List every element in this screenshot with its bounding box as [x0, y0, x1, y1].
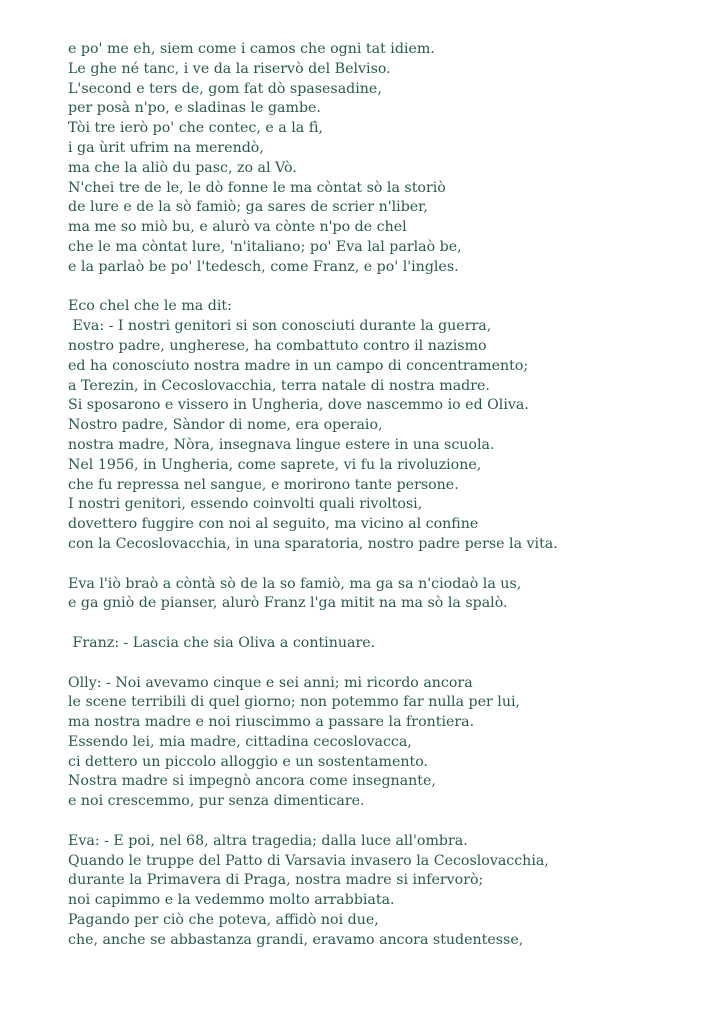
text-line: Le ghe né tanc, i ve da la riservò del Belviso. — [68, 60, 391, 77]
text-line: Nel 1956, in Ungheria, come saprete, vi fu la rivoluzione, — [68, 456, 482, 473]
text-line: e ga gniò de pianser, alurò Franz l'ga mitit na ma sò la spalò. — [68, 595, 508, 612]
text-line: Franz: - Lascia che sia Oliva a continuare. — [68, 634, 376, 651]
text-line: con la Cecoslovacchia, in una sparatoria, nostro padre perse la vita. — [68, 535, 558, 552]
text-line: e la parlaò be po' l'tedesch, come Franz, e po' l'ingles. — [68, 258, 459, 275]
text-line: Pagando per ciò che poteva, affidò noi due, — [68, 912, 379, 929]
stanza-intro — [68, 40, 708, 278]
text-line: e po' me eh, siem come i camos che ogni tat idiem. — [68, 41, 435, 57]
text-line: I nostri genitori, essendo coinvolti quali rivoltosi, — [68, 496, 423, 513]
stanza-eva-1968 — [68, 832, 708, 951]
stanza-narration — [68, 575, 708, 615]
stanza-eva-story — [68, 297, 708, 554]
text-line: Eco chel che le ma dit: — [68, 298, 232, 315]
text-line: Eva l'iò braò a còntà sò de la so famiò, ma ga sa n'ciodaò la us, — [68, 575, 522, 592]
text-line: Olly: - Noi avevamo cinque e sei anni; mi ricordo ancora — [68, 674, 473, 691]
text-line: le scene terribili di quel giorno; non potemmo far nulla per lui, — [68, 694, 521, 711]
text-line: ci dettero un piccolo alloggio e un sostentamento. — [68, 753, 429, 770]
text-line: Si sposarono e vissero in Ungheria, dove nascemmo io ed Oliva. — [68, 397, 529, 414]
text-line: Quando le truppe del Patto di Varsavia invasero la Cecoslovacchia, — [68, 852, 549, 869]
text-line: de lure e de la sò famiò; ga sares de scrier n'liber, — [68, 199, 428, 216]
stanza-franz — [68, 634, 708, 654]
text-line: ma che la aliò du pasc, zo al Vò. — [68, 159, 297, 176]
text-line: Eva: - E poi, nel 68, altra tragedia; dalla luce all'ombra. — [68, 832, 468, 849]
text-line: dovettero fuggire con noi al seguito, ma vicino al confine — [68, 516, 479, 533]
text-line: ed ha conosciuto nostra madre in un campo di concentramento; — [68, 357, 529, 374]
text-line: durante la Primavera di Praga, nostra madre si infervorò; — [68, 872, 484, 889]
text-line: che, anche se abbastanza grandi, eravamo ancora studentesse, — [68, 931, 524, 948]
text-line: noi capimmo e la vedemmo molto arrabbiata. — [68, 892, 395, 909]
text-line: Nostro padre, Sàndor di nome, era operaio, — [68, 417, 383, 434]
text-line: i ga ùrit ufrim na merendò, — [68, 139, 264, 156]
text-line: Essendo lei, mia madre, cittadina cecoslovacca, — [68, 733, 412, 750]
stanza-olly — [68, 674, 708, 813]
text-line: N'chei tre de le, le dò fonne le ma còntat sò la storiò — [68, 179, 446, 196]
text-line: nostra madre, Nòra, insegnava lingue estere in una scuola. — [68, 436, 495, 453]
text-line: e noi crescemmo, pur senza dimenticare. — [68, 793, 365, 810]
text-line: che fu repressa nel sangue, e morirono tante persone. — [68, 476, 459, 493]
text-line: ma nostra madre e noi riuscimmo a passare la frontiera. — [68, 714, 475, 731]
text-line: nostro padre, ungherese, ha combattuto contro il nazismo — [68, 337, 487, 354]
text-line: Eva: - I nostri genitori si son conosciuti durante la guerra, — [68, 318, 492, 335]
text-line: per posà n'po, e sladinas le gambe. — [68, 100, 321, 117]
document-page — [68, 40, 708, 970]
text-line: Nostra madre si impegnò ancora come insegnante, — [68, 773, 436, 790]
text-line: a Terezin, in Cecoslovacchia, terra natale di nostra madre. — [68, 377, 490, 394]
text-line: ma me so miò bu, e alurò va cònte n'po de chel — [68, 219, 407, 236]
text-line: L'second e ters de, gom fat dò spasesadine, — [68, 80, 382, 97]
text-line: Tòi tre ierò po' che contec, e a la fì, — [68, 120, 324, 137]
text-line: che le ma còntat lure, 'n'italiano; po' Eva lal parlaò be, — [68, 238, 462, 255]
